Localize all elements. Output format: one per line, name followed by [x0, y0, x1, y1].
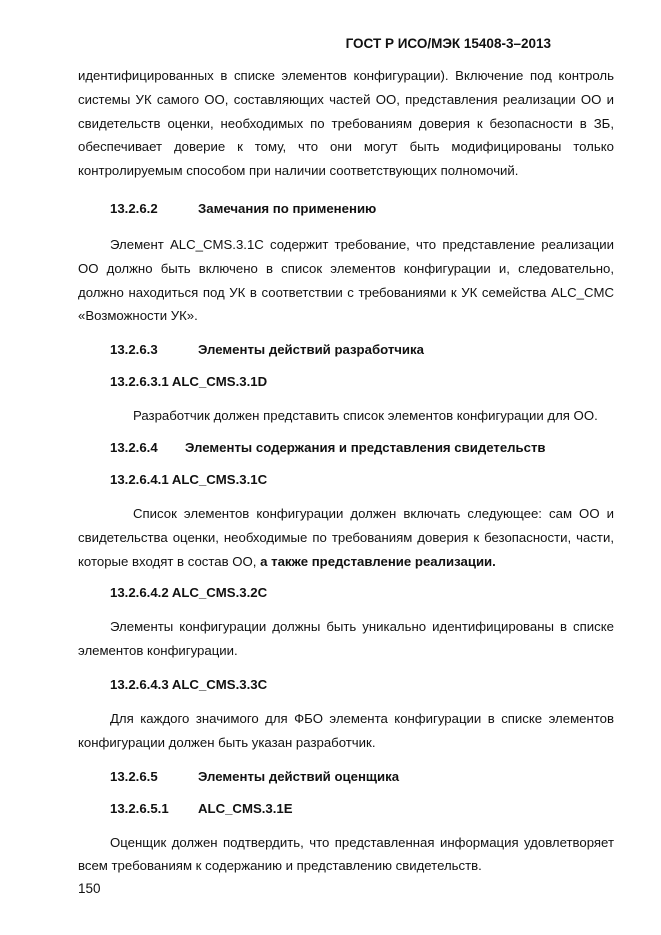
section-13-2-6-2 [110, 199, 614, 219]
section-title: ALC_CMS.3.1E [198, 800, 293, 816]
document-header: ГОСТ Р ИСО/МЭК 15408-3–2013 [345, 36, 551, 51]
paragraph-5: Элементы конфигурации должны быть уникально идентифицированы в списке элементов конфигурации. [78, 619, 614, 659]
section-13-2-6-4-3: 13.2.6.4.3 ALC_CMS.3.3C [110, 676, 268, 692]
section-13-2-6-4-2: 13.2.6.4.2 ALC_CMS.3.2C [110, 585, 268, 601]
section-13-2-6-3 [110, 340, 614, 360]
section-number: 13.2.6.2 [110, 200, 158, 216]
section-title: Замечания по применению [198, 200, 377, 216]
section-number: 13.2.6.3 [110, 342, 158, 358]
section-title: Элементы действий оценщика [198, 768, 400, 784]
paragraph-4 [78, 502, 614, 573]
page-number: 150 [78, 881, 101, 896]
section-number: 13.2.6.4 [110, 439, 158, 455]
section-13-2-6-3-1: 13.2.6.3.1 ALC_CMS.3.1D [110, 374, 268, 390]
section-title: Элементы содержания и представления свидетельств [185, 439, 546, 455]
paragraph-4-bold: а также представление реализации. [260, 553, 496, 569]
section-13-2-6-4 [110, 438, 614, 458]
paragraph-3: Разработчик должен представить список элементов конфигурации для ОО. [133, 408, 598, 424]
section-13-2-6-5 [110, 767, 614, 787]
section-13-2-6-4-1: 13.2.6.4.1 ALC_CMS.3.1C [110, 471, 268, 487]
section-title: Элементы действий разработчика [198, 342, 424, 358]
section-number: 13.2.6.5.1 [110, 800, 169, 816]
paragraph-4-text: Список элементов конфигурации должен включать следующее: сам ОО и свидетельства оценки, необходимые по требованиям доверия к безопасности, части, которые входят в состав ОО, [78, 505, 614, 569]
section-number: 13.2.6.5 [110, 768, 158, 784]
paragraph-6: Для каждого значимого для ФБО элемента конфигурации в списке элементов конфигурации должен быть указан разработчик. [78, 710, 614, 750]
page-body [78, 64, 614, 878]
paragraph-7: Оценщик должен подтвердить, что представленная информация удовлетворяет всем требованиям к содержанию и представлению свидетельств. [78, 834, 614, 874]
section-13-2-6-5-1 [110, 799, 614, 819]
paragraph-1: идентифицированных в списке элементов конфигурации). Включение под контроль системы УК самого ОО, составляющих частей ОО, представления реализации ОО и свидетельств оценки, необходимых по требованиям доверия к безопасности в ЗБ, обеспечивает доверие к тому, что они могут быть модифицированы только контролируемым способом при наличии соответствующих полномочий. [78, 68, 614, 179]
paragraph-2: Элемент ALC_CMS.3.1C содержит требование, что представление реализации ОО должно быть включено в список элементов конфигурации и, следовательно, должно находиться под УК в соответствии с требованиями к УК семейства ALC_CMC «Возможности УК». [78, 236, 614, 324]
